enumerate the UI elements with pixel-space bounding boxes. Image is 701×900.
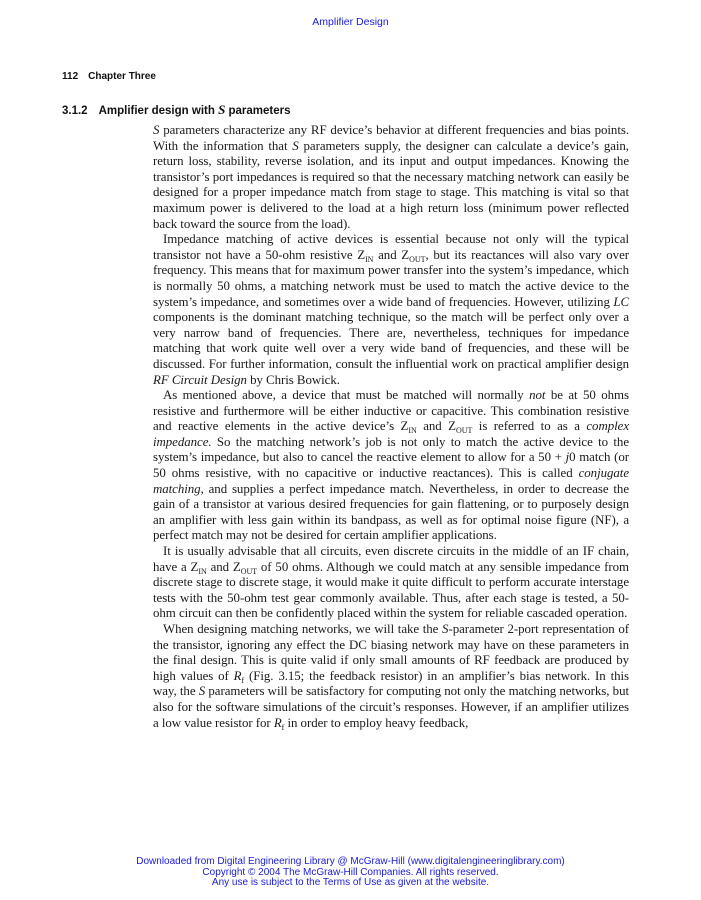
p5-i4: R [273,715,282,730]
p2-i1: LC [613,294,629,309]
p1-t3: S [292,138,299,153]
p2-t4: components is the dominant matching technique, so the match will be perfect only over a very narrow band of frequencies. There are, nevertheless, techniques for impedance matching that work quite well over a very wide band of frequencies, and these will be discussed. For further information, consult the influential work on practical amplifier design [153,310,629,371]
p2-s2: OUT [409,254,426,264]
p5-i1: S [442,622,449,636]
p5-i3: S [198,684,206,699]
p2-t1: Impedance matching of active devices is essential because not only will the typical transistor not have a 50-ohm resistive Z [153,232,629,262]
p3-i1: not [529,388,546,403]
running-head [62,71,156,82]
p3-i4: conjugate matching, [153,466,629,496]
p5-t5: in order to employ heavy feedback, [284,715,469,730]
p4-s2: OUT [240,566,258,576]
section-title-suffix: parameters [225,105,291,117]
footer [0,857,701,889]
p5-s1: f [241,675,245,685]
section-title-prefix: Amplifier design with [98,105,219,117]
p3-t4: is referred to as a [472,419,587,434]
p3-t5: So the matching network’s job is not only to match the active device to the system’s impedance, but also to cancel the reactive element to allow for a 50 + [153,434,629,465]
section-heading [62,102,291,118]
p3-t3: and Z [416,419,457,434]
section-number: 3.1.2 [62,105,88,117]
footer-copyright[interactable]: Copyright © 2004 The McGraw-Hill Companies. All rights reserved. [202,866,499,878]
paragraph-2 [153,232,629,388]
header-link-amplifier-design[interactable]: Amplifier Design [312,16,389,28]
p4-s1: IN [198,566,207,576]
paragraph-4 [153,544,629,622]
p5-i2: R [233,668,242,683]
p3-t1: As mentioned above, a device that must be matched will normally [163,388,530,403]
p1-t2: parameters characterize any RF device’s behavior at different frequencies and bias points. With the information that [153,123,629,153]
p4-t3: of 50 ohms. Although we could match at any sensible impedance from discrete stage to discrete stage, it would make it quite difficult to perform accurate interstage tests with the 50-ohm test gear commonly available. Thus, after each stage is tested, a 50-ohm circuit can then be confidently placed within the system for reliable cascaded operation. [153,559,629,621]
p5-t2: -parameter 2-port representation of the transistor, ignoring any effect the DC biasing network may have on these parameters in the final design. This is quite valid if only small amounts of RF feedback are produced by high values of [153,622,629,683]
p5-t1: When designing matching networks, we will take the [163,622,443,636]
p3-s2: OUT [456,426,473,436]
p1-t1: S [153,123,160,137]
p3-i2: complex impedance. [153,419,629,449]
footer-download-link[interactable]: Downloaded from Digital Engineering Library @ McGraw-Hill (www.digitalengineeringlibrary.com) [136,856,565,867]
p3-s1: IN [408,426,417,436]
p2-i2: RF Circuit Design [153,372,247,387]
paragraph-3 [153,388,629,544]
p1-t4: parameters supply, the designer can calculate a device’s gain, return loss, stability, reverse isolation, and its input and output impedances. Knowing the transistor’s port impedances is required so that the necessary matching network can easily be designed for a proper impedance match from stage to stage. This matching is vital so that maximum power is delivered to the load at a high return loss (minimum power reflected back toward the source from the load). [153,138,629,231]
p5-t3: (Fig. 3.15; the feedback resistor) in an amplifier’s bias network. In this way, the [153,668,629,699]
p5-t4: parameters will be satisfactory for computing not only the matching networks, but also for the software simulations of the circuit’s responses. However, if an amplifier utilizes a low value resistor for [153,684,629,730]
p4-t2: and Z [206,559,241,574]
p3-i3: j [565,450,570,465]
p3-t6: 0 match (or 50 ohms resistive, with no capacitive or inductive reactances). This is called [153,450,629,481]
p4-t1: It is usually advisable that all circuits, even discrete circuits in the middle of an IF chain, have a Z [153,544,629,574]
p2-t5: by Chris Bowick. [246,372,340,387]
footer-terms-link[interactable]: Any use is subject to the Terms of Use as given at the website. [211,877,490,888]
p2-s1: IN [365,254,374,264]
page-number: 112 [62,71,79,82]
p3-t7: and supplies a perfect impedance match. Nevertheless, in order to decrease the gain of a transistor at various desired frequencies for gain flattening, or to purposely design an amplifier with less gain within its bandpass, as well as for optimal noise figure (NF), a perfect match may not be desired for certain amplifier applications. [153,481,629,543]
p2-t3: , but its reactances will also vary over frequency. This means that for maximum power transfer into the system’s impedance, which is normally 50 ohms, a matching network must be used to match the active device to the system’s impedance, and sometimes over a wide band of frequencies. However, utilizing [153,247,629,309]
p5-s2: f [281,722,285,732]
chapter-title: Chapter Three [88,71,156,82]
p2-t2: and Z [373,247,410,262]
section-title-italic: S [218,102,226,117]
paragraph-5 [153,622,629,731]
paragraph-1 [153,123,629,232]
p3-t2: be at 50 ohms resistive and furthermore will be either inductive or capacitive. This combination resistive and reactive elements in the active device’s Z [153,388,629,434]
body-text [153,123,629,731]
